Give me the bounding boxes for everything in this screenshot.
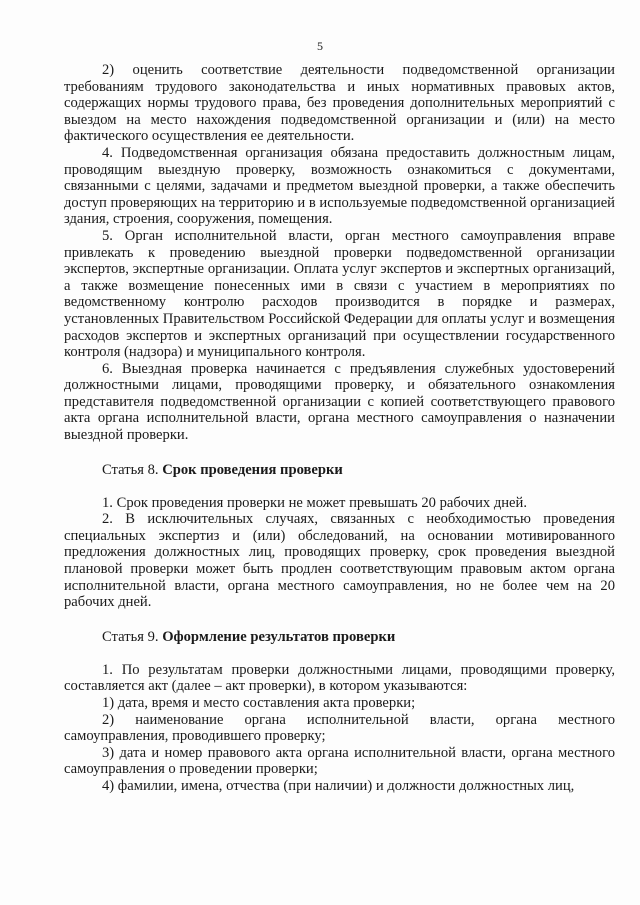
list-item: 3) дата и номер правового акта органа исполнительной власти, органа местного самоуправления о проведении проверки;: [64, 744, 615, 778]
paragraph: 2. В исключительных случаях, связанных с необходимостью проведения специальных экспертиз и (или) обследований, на основании мотивированного предложения должностных лиц, проводящих проверку, срок проведения выездной плановой проверки может быть продлен соответствующим правовым актом органа исполнительной власти, органа местного самоуправления, но не более чем на 20 рабочих дней.: [64, 511, 615, 611]
paragraph: 5. Орган исполнительной власти, орган местного самоуправления вправе привлекать к проведению выездной проверки подведомственной организации экспертов, экспертные организации. Оплата услуг экспертов и экспертных организаций, а также возмещение понесенных ими в связи с участием в мероприятиях по ведомственному контролю расходов производится в порядке и размерах, установленных Правительством Российской Федерации для оплаты услуг и возмещения расходов экспертов и экспертных организаций при осуществлении государственного контроля (надзора) и муниципального контроля.: [64, 227, 615, 361]
list-item: 1) дата, время и место составления акта проверки;: [102, 695, 416, 711]
paragraph: 1. Срок проведения проверки не может превышать 20 рабочих дней.: [102, 494, 527, 511]
article-8-title: Срок проведения проверки: [162, 461, 343, 478]
paragraph: 4. Подведомственная организация обязана предоставить должностным лицам, проводящим выездную проверку, возможность ознакомиться с документами, связанными с целями, задачами и предметом выездной проверки, а также обеспечить доступ проверяющих на территорию и в используемые подведомственной организацией здания, строения, сооружения, помещения.: [64, 144, 615, 228]
document-body: [64, 62, 615, 795]
article-9-heading: [64, 629, 615, 646]
list-item: 4) фамилии, имена, отчества (при наличии) и должности должностных лиц,: [102, 777, 575, 794]
article-8-prefix: Статья 8.: [102, 461, 163, 478]
paragraph: 2) оценить соответствие деятельности подведомственной организации требованиям трудового законодательства и иных нормативных правовых актов, содержащих нормы трудового права, без проведения дополнительных мероприятий с выездом на место нахождения подведомственной организации и (или) на место фактического осуществления ее деятельности.: [64, 62, 615, 145]
list-item: 2) наименование органа исполнительной власти, органа местного самоуправления, проводившего проверку;: [64, 711, 615, 745]
paragraph: 1. По результатам проверки должностными лицами, проводящими проверку, составляется акт (далее – акт проверки), в котором указываются:: [64, 661, 615, 695]
article-9-title: Оформление результатов проверки: [162, 628, 396, 645]
article-8-heading: [64, 462, 615, 479]
paragraph: 6. Выездная проверка начинается с предъявления служебных удостоверений должностными лицами, проводящими проверку, и обязательного ознакомления представителя подведомственной организации с копией соответствующего правового акта органа исполнительной власти, органа местного самоуправления о назначении выездной проверки.: [64, 360, 615, 444]
article-9-prefix: Статья 9.: [102, 628, 163, 645]
page-number: 5: [317, 39, 323, 53]
